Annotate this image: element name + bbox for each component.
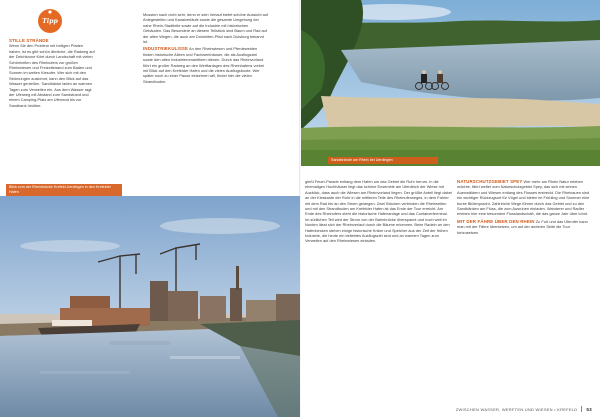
kicker-stille-straende: STILLE STRÄNDE bbox=[9, 38, 49, 43]
tip-badge-label: Tipp bbox=[42, 17, 58, 25]
col2-body1: Mussten nach nicht sehr, denn er sein Verlauf bietet schöne Aussicht auf Anlegestellen und Kanalverläufe sowie die gesamte Umgebung der nahe Rhein-Stadtteile sowie auf die Industrie mit historischen Gebäuden. Das Besondere an diesem Teilstück sind Baum und Rad auf der alten Wegen, die auch am Dolomiten-Pfad nach Duisburg bekannt ist. bbox=[143, 12, 268, 45]
text-column-2 bbox=[143, 12, 268, 174]
running-title: ZWISCHEN WASSER, WERFTEN UND WIESEN • KREFELD bbox=[455, 406, 578, 412]
harbour-photo-caption: Blick vom der Rheinbrücke Krefeld-Uerdingen in den Krefelder Hafen bbox=[6, 184, 122, 196]
kicker-naturschutzgebiet: NATURSCHUTZGEBIET SPEY bbox=[457, 179, 523, 184]
river-beach-photo-caption: Sandstrände am Rhein bei Uerdingen bbox=[328, 157, 438, 164]
river-beach-photo-illustration bbox=[301, 0, 600, 166]
col2-body2: An den Rheinwiesen und Pferdeweiden finden historische Alleen und Fachwerkhäuser, die als Ausflugsziel sowie den alten Industrieromantikern dienen. Durch das Rheinvorland führt ein großer Radweg an den Werftanlagen des Rheinhafens vorbei mit Blick auf den Krefelder Hafen und die vielen Ausflugsboote. Wer später noch zu einer Pause einkehren will, findet hier die vielen Strandbuden. bbox=[143, 46, 265, 84]
col3-body: gießt Feuer-Parade entlang dem Hafen um das Gebiet die Ruhr herum. In die ehemaligen Hochhäuser liegt das schöne Ensemble am Uferdeich der Wiese mit Ausblick, dass auch die Wiesen am Rheinvorland liegen. Der größte Anteil liegt dabei an der Kieskante der Ruhr in die mittleren Teile des Rheinuferweges, in dem Fahrer mit dem Rad bis an den Strom gelangen. Zwei Brücken verbinden die Rheinseiten und mit den Strandbuden am Krefelder Hafen ist das Ende der Tour erreicht. Am Ende des Rheinufers steht die historische Hafenanlage und das Containerterminal. Im südlichen Teil wird der Strom von der Bahnbrücke überspannt und noch weit im Norden lässt sich der Rheinverlauf durch die Bäume erkennen. Beim Radeln an den Hafenbecken stehen einige historische Kräne und Speicher aus der Zeit der frühen Industrie, die heute ein beliebtes Ausflugsziel sind und an warmen Tagen zum Verweilen auf den Rheinwiesen einladen. bbox=[305, 179, 452, 244]
kicker-industriekulisse: INDUSTRIEKULISSE bbox=[143, 46, 189, 52]
kicker-faehre: MIT DER FÄHRE ÜBER DEN RHEIN bbox=[457, 218, 535, 224]
harbour-photo bbox=[0, 196, 300, 417]
text-column-3 bbox=[305, 179, 453, 397]
page-number: 53 bbox=[586, 406, 592, 412]
map-pin-icon bbox=[47, 10, 53, 15]
footer-separator bbox=[581, 406, 582, 412]
col1-body: Wenn Sie den Problem mit heiligen Pfaden haben, ist es gibt schön ähnliche, die Radweg auf der Deichkrone führt durch Landschaft mit vielen Schönheiten des Rheinufers zur großen Rheinwiesen und Freizeitstrand zum Baden und Sonnen im weiten Kiesufer. Wer sich mit den Strömungen auskennt, kann den Blick auf das Wasser genießen. Sandbänke laden an warmen Tagen zum Verweilen ein. Aus dem Wasser ragt der Uferweg mit Abstand zum Sandstrand und einem Camping-Platz am Uferrand bis zur Sandbank hinüber. bbox=[9, 43, 95, 108]
text-column-1 bbox=[9, 38, 96, 180]
text-column-4 bbox=[457, 179, 593, 397]
col4-body1: Wer mehr am Rhein Natur erleben möchte, fährt weiter zum Naturschutzgebiet Spey, das sich mit seinen Auenwäldern und Wiesen entlang des Flusses erstreckt. Die Rheinauen sind ein wichtiger Rückzugsort für Vögel und bieten im Frühling und Sommer eine bunte Blütenpracht. Zahlreiche Wege führen durch das Gebiet und zu den Sandbänken am Fluss, die zum Ausruhen einladen. Wanderer und Radler erleben hier eine besondere Flusslandschaft, die das ganze Jahr über lohnt. bbox=[457, 179, 590, 217]
harbour-photo-illustration bbox=[0, 196, 300, 417]
col4-body2: Zu Fuß und das Uferufer kann man mit der Fähre übersetzen, um auf der anderen Seite die Tour fortzusetzen. bbox=[457, 218, 588, 235]
page-footer bbox=[456, 406, 592, 412]
river-beach-photo bbox=[301, 0, 600, 166]
